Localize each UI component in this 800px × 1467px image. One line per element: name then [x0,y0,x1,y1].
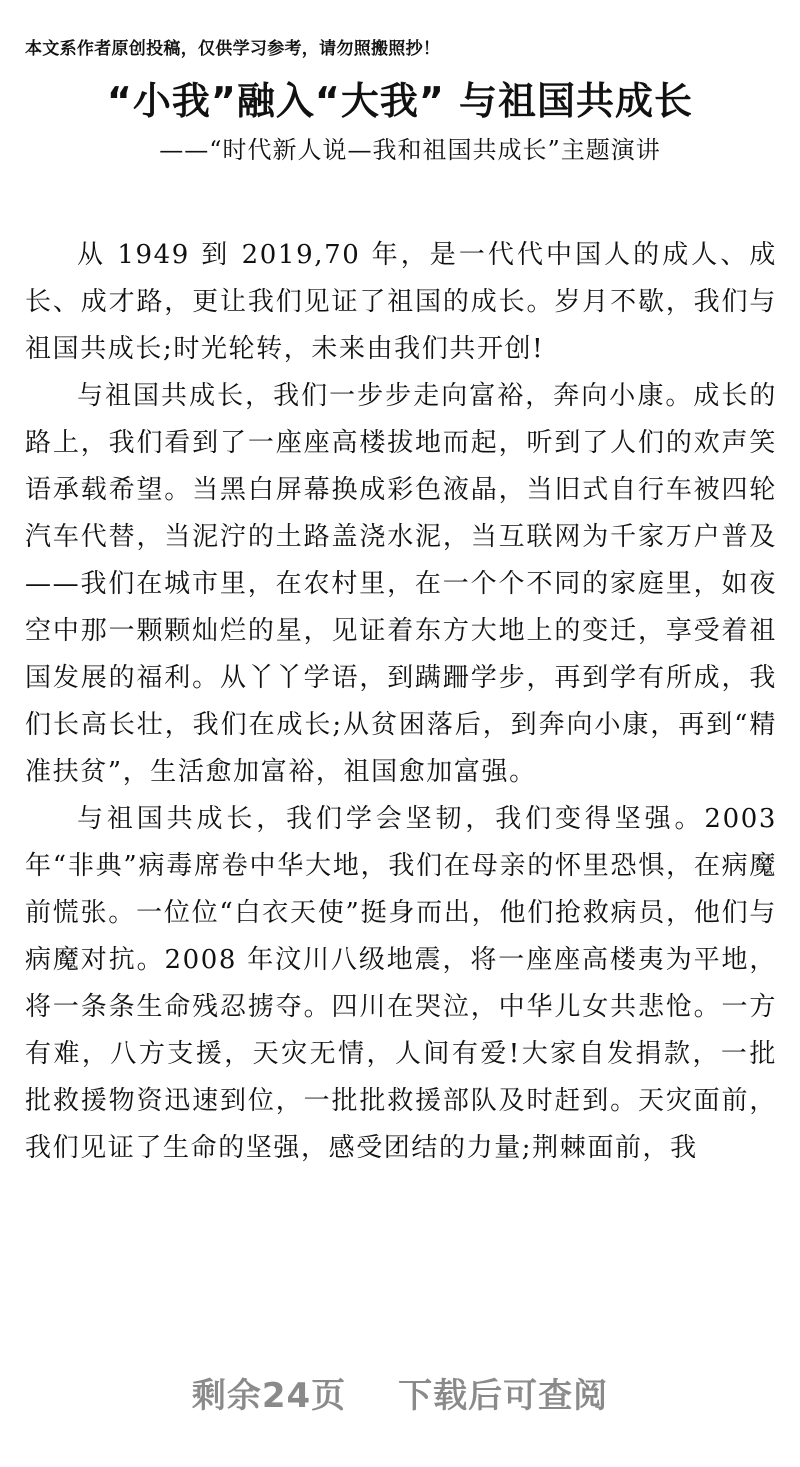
download-to-view-label[interactable]: 下载后可查阅 [398,1376,609,1416]
document-title: “小我”融入“大我” 与祖国共成长 [106,79,694,123]
paragraph: 与祖国共成长，我们一步步走向富裕，奔向小康。成长的路上，我们看到了一座座高楼拔地而起，听到了人们的欢声笑语承载希望。当黑白屏幕换成彩色液晶，当旧式自行车被四轮汽车代替，当泥泞的土路盖浇水泥，当互联网为千家万户普及——我们在城市里，在农村里，在一个个不同的家庭里，如夜空中那一颗颗灿烂的星，见证着东方大地上的变迁，享受着祖国发展的福利。从丫丫学语，到蹒跚学步，再到学有所成，我们长高长壮，我们在成长;从贫困落后，到奔向小康，再到“精准扶贫”，生活愈加富裕，祖国愈加富强。 [25,381,777,787]
copyright-notice: 本文系作者原创投稿，仅供学习参考，请勿照搬照抄！ [25,39,441,59]
remaining-pages-label[interactable]: 剩余24页 [191,1376,347,1416]
paragraph: 从 1949 到 2019,70 年，是一代代中国人的成人、成长、成才路，更让我们见证了祖国的成长。岁月不歇，我们与祖国共成长;时光轮转，未来由我们共开创! [25,240,777,364]
paragraph: 与祖国共成长，我们学会坚韧，我们变得坚强。2003 年“非典”病毒席卷中华大地，我们在母亲的怀里恐惧，在病魔前慌张。一位位“白衣天使”挺身而出，他们抢救病员，他们与病魔对抗。2008 年汶川八级地震，将一座座高楼夷为平地，将一条条生命残忍掳夺。四川在哭泣，中华儿女共悲怆。一方有难，八方支援，天灾无情，人间有爱!大家自发捐款，一批批救援物资迅速到位，一批批救援部队及时赶到。天灾面前，我们见证了生命的坚强，感受团结的力量;荆棘面前，我 [25,804,777,1163]
document-subtitle: ——“时代新人说—我和祖国共成长”主题演讲 [159,136,661,164]
document-body [25,232,777,1172]
download-prompt[interactable] [0,1368,800,1417]
